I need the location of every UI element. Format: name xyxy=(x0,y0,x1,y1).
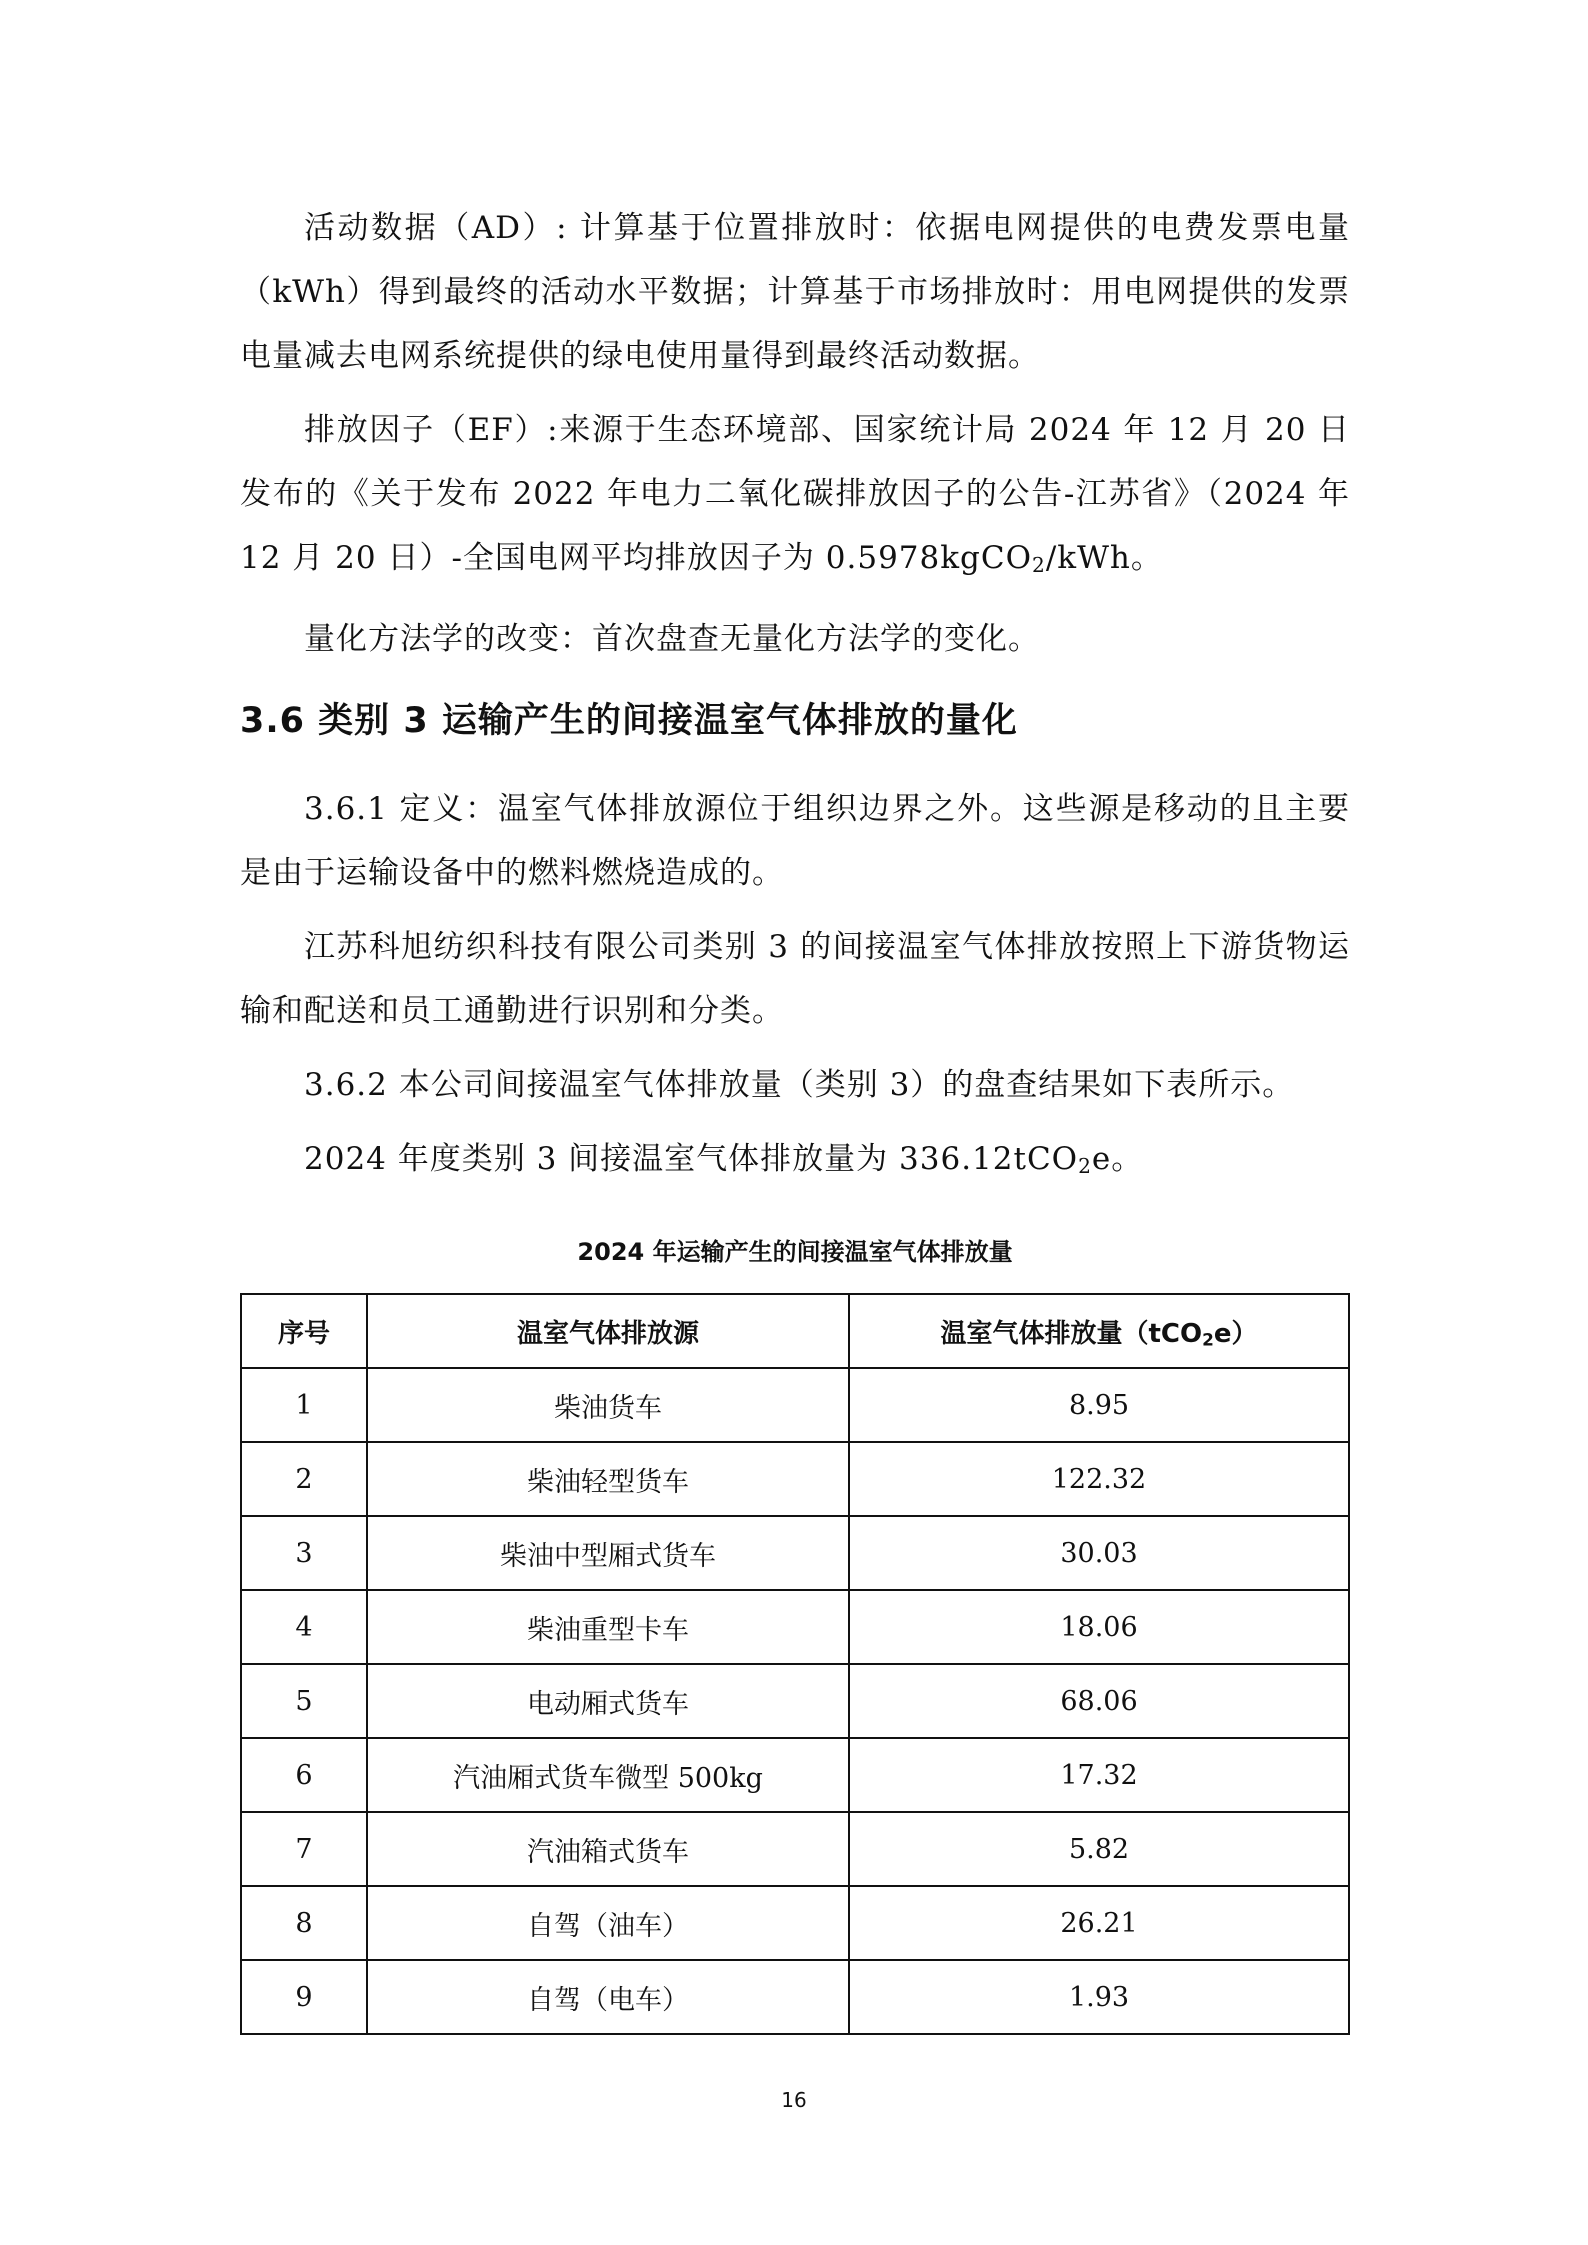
table-row xyxy=(241,1590,1349,1664)
cell-number: 3 xyxy=(241,1516,367,1590)
paragraph-definition: 3.6.1 定义：温室气体排放源位于组织边界之外。这些源是移动的且主要是由于运输设备中的燃料燃烧造成的。 xyxy=(240,791,1350,892)
paragraph-activity-data: 活动数据（AD）: 计算基于位置排放时：依据电网提供的电费发票电量（kWh）得到最终的活动水平数据；计算基于市场排放时：用电网提供的发票电量减去电网系统提供的绿电使用量得到最终活动数据。 xyxy=(240,210,1350,374)
paragraph-methodology-change: 量化方法学的改变：首次盘查无量化方法学的变化。 xyxy=(304,621,1040,658)
cell-number: 5 xyxy=(241,1664,367,1738)
page-content xyxy=(240,196,1350,2035)
header-amount-text: 温室气体排放量（tCO xyxy=(940,1318,1203,1349)
cell-amount: 8.95 xyxy=(849,1368,1349,1442)
table-row xyxy=(241,1442,1349,1516)
total-emissions-text: 2024 年度类别 3 间接温室气体排放量为 336.12tCO xyxy=(304,1141,1079,1178)
total-emissions-unit: e。 xyxy=(1091,1141,1144,1178)
cell-amount: 5.82 xyxy=(849,1812,1349,1886)
header-number: 序号 xyxy=(241,1294,367,1368)
cell-number: 4 xyxy=(241,1590,367,1664)
emission-factor-text: 排放因子（EF）:来源于生态环境部、国家统计局 2024 年 12 月 20 日发布的《关于发布 2022 年电力二氧化碳排放因子的公告-江苏省》（2024 年 12 月 20 日）-全国电网平均排放因子为 0.5978kgCO xyxy=(240,412,1350,576)
cell-amount: 1.93 xyxy=(849,1960,1349,2034)
co2-subscript: 2 xyxy=(1202,1328,1214,1349)
table-row xyxy=(241,1368,1349,1442)
cell-amount: 30.03 xyxy=(849,1516,1349,1590)
cell-source: 汽油箱式货车 xyxy=(367,1812,849,1886)
cell-amount: 26.21 xyxy=(849,1886,1349,1960)
cell-number: 6 xyxy=(241,1738,367,1812)
table-row xyxy=(241,1738,1349,1812)
table-row xyxy=(241,1886,1349,1960)
paragraph-emission-factor xyxy=(240,398,1350,597)
cell-source: 柴油货车 xyxy=(367,1368,849,1442)
table-row xyxy=(241,1960,1349,2034)
cell-number: 2 xyxy=(241,1442,367,1516)
paragraph-results-intro: 3.6.2 本公司间接温室气体排放量（类别 3）的盘查结果如下表所示。 xyxy=(304,1067,1295,1104)
header-amount xyxy=(849,1294,1349,1368)
cell-source: 自驾（电车） xyxy=(367,1960,849,2034)
cell-number: 1 xyxy=(241,1368,367,1442)
cell-source: 柴油轻型货车 xyxy=(367,1442,849,1516)
cell-source: 汽油厢式货车微型 500kg xyxy=(367,1738,849,1812)
paragraph-total-emissions xyxy=(240,1127,1350,1198)
cell-number: 7 xyxy=(241,1812,367,1886)
cell-source: 电动厢式货车 xyxy=(367,1664,849,1738)
page-number: 16 xyxy=(781,2088,807,2112)
cell-amount: 18.06 xyxy=(849,1590,1349,1664)
co2-subscript: 2 xyxy=(1032,553,1046,578)
table-row xyxy=(241,1664,1349,1738)
emission-factor-unit: /kWh。 xyxy=(1045,540,1163,576)
co2-subscript: 2 xyxy=(1078,1154,1092,1179)
cell-amount: 122.32 xyxy=(849,1442,1349,1516)
table-caption: 2024 年运输产生的间接温室气体排放量 xyxy=(577,1238,1013,1267)
paragraph-classification: 江苏科旭纺织科技有限公司类别 3 的间接温室气体排放按照上下游货物运输和配送和员工通勤进行识别和分类。 xyxy=(240,929,1350,1030)
header-amount-unit: e） xyxy=(1213,1318,1258,1349)
table-row xyxy=(241,1812,1349,1886)
cell-number: 9 xyxy=(241,1960,367,2034)
cell-amount: 68.06 xyxy=(849,1664,1349,1738)
cell-amount: 17.32 xyxy=(849,1738,1349,1812)
cell-source: 柴油重型卡车 xyxy=(367,1590,849,1664)
table-header-row xyxy=(241,1294,1349,1368)
cell-source: 自驾（油车） xyxy=(367,1886,849,1960)
section-heading: 3.6 类别 3 运输产生的间接温室气体排放的量化 xyxy=(240,701,1018,742)
header-source: 温室气体排放源 xyxy=(367,1294,849,1368)
cell-source: 柴油中型厢式货车 xyxy=(367,1516,849,1590)
cell-number: 8 xyxy=(241,1886,367,1960)
table-row xyxy=(241,1516,1349,1590)
emissions-table xyxy=(240,1293,1350,2035)
